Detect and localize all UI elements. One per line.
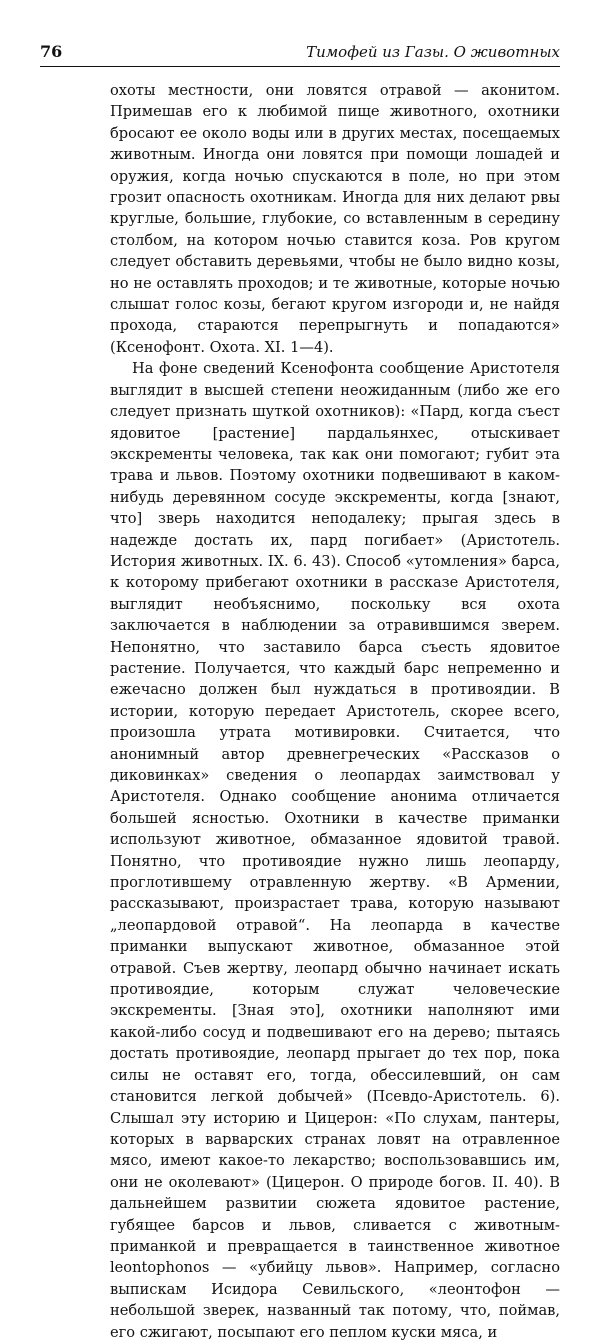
page-number: 76	[40, 42, 63, 61]
page-header	[40, 42, 560, 64]
header-rule	[40, 66, 560, 67]
paragraph-continued: охоты местности, они ловятся отравой — аконитом. Примешав его к любимой пище животного, охотники бросают ее около воды или в других местах, посещаемых животным. Иногда они ловятся при помощи лошадей и оружия, когда ночью спускаются в поле, но при этом грозит опасность охотникам. Иногда для них делают рвы круглые, большие, глубокие, со вставленным в середину столбом, на котором ночью ставится коза. Ров кругом следует обставить деревьями, чтобы не было видно козы, но не оставлять проходов; и те животные, которые ночью слышат голос козы, бегают кругом изгороди и, не найдя прохода, стараются перепрыгнуть и попадаются» (Ксенофонт. Охота. XI. 1—4).	[110, 82, 560, 356]
body-text	[110, 80, 560, 1343]
running-title: Тимофей из Газы. О животных	[306, 43, 560, 61]
paragraph: На фоне сведений Ксенофонта сообщение Аристотеля выглядит в высшей степени неожиданным (либо же его следует признать шуткой охотников): «Пард, когда съест ядовитое [растение] пардальянхес, отыскивает экскременты человека, так как они помогают; губит эта трава и львов. Поэтому охотники подвешивают в каком-нибудь деревянном сосуде экскременты, когда [знают, что] зверь находится неподалеку; прыгая здесь в надежде достать их, пард погибает» (Аристотель. История животных. IX. 6. 43). Способ «утомления» барса, к которому прибегают охотники в рассказе Аристотеля, выглядит необъяснимо, поскольку вся охота заключается в наблюдении за отравившимся зверем. Непонятно, что заставило барса съесть ядовитое растение. Получается, что каждый барс непременно и ежечасно должен был нуждаться в противоядии. В истории, которую передает Аристотель, скорее всего, произошла утрата мотивировки. Считается, что анонимный автор древнегреческих «Рассказов о диковинках» сведения о леопардах заимствовал у Аристотеля. Однако сообщение анонима отличается большей ясностью. Охотники в качестве приманки используют животное, обмазанное ядовитой травой. Понятно, что противоядие нужно лишь леопарду, проглотившему отравленную жертву. «В Армении, рассказывают, произрастает трава, которую называют „леопардовой отравой“. На леопарда в качестве приманки выпускают животное, обмазанное этой отравой. Съев жертву, леопард обычно начинает искать противоядие, которым служат человеческие экскременты. [Зная это], охотники наполняют ими какой-либо сосуд и подвешивают его на дерево; пытаясь достать противоядие, леопард прыгает до тех пор, пока силы не оставят его, тогда, обессилевший, он сам становится легкой добычей» (Псевдо-Аристотель. 6). Слышал эту историю и Цицерон: «По слухам, пантеры, которых в варварских странах ловят на отравленное мясо, имеют какое-то лекарство; воспользовавшись им, они не околевают» (Цицерон. О природе богов. II. 40). В дальнейшем развитии сюжета ядовитое растение, губящее барсов и львов, сливается с животным-приманкой и превращается в таинственное животное leontophonos — «убийцу львов». Например, согласно выпискам Исидора Севильского, «леонтофон — небольшой зверек, названный так потому, что, поймав, его сжигают, посыпают его пеплом куски мяса, и	[110, 360, 560, 1341]
